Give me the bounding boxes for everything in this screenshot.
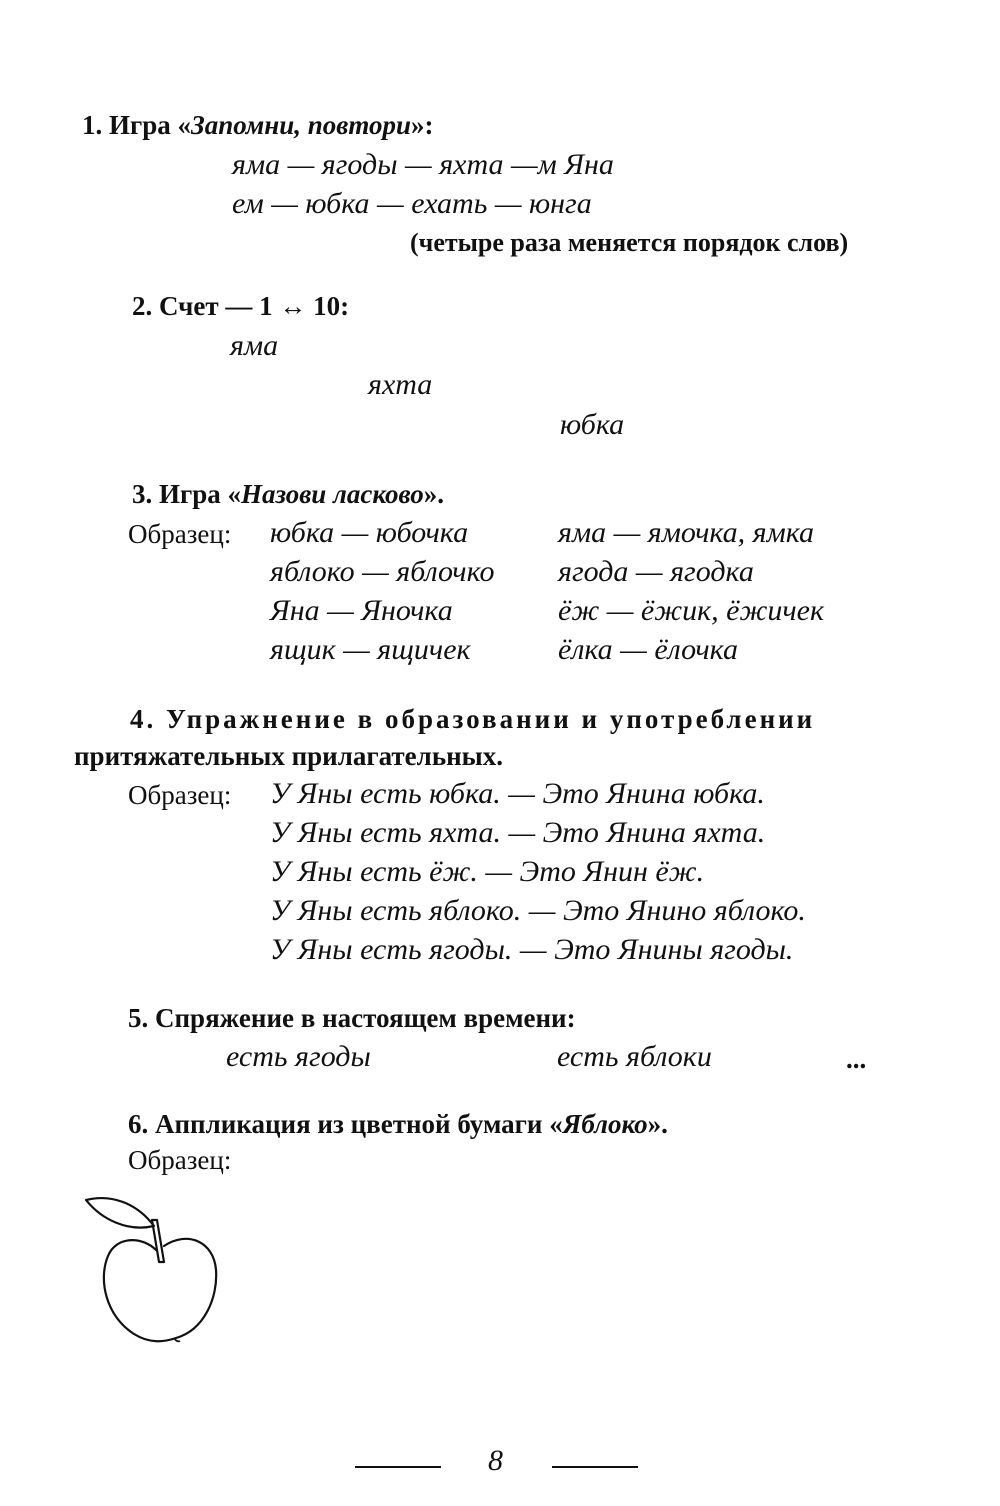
section-3-row-3-right: ёж — ёжик, ёжичек bbox=[558, 594, 825, 627]
section-3-heading bbox=[132, 479, 444, 510]
section-4-heading-line-2: притяжательных прилагательных. bbox=[74, 741, 503, 771]
section-6-prefix: 6. Аппликация из цветной бумаги « bbox=[128, 1109, 563, 1139]
section-4-line-4: У Яны есть яблоко. — Это Янино яблоко. bbox=[270, 894, 806, 927]
section-5-word-2: есть яблоки bbox=[557, 1040, 712, 1073]
section-6-title: Яблоко bbox=[562, 1109, 648, 1139]
section-4-line-2: У Яны есть яхта. — Это Янина яхта. bbox=[270, 816, 766, 849]
section-3-title: Назови ласково bbox=[241, 479, 424, 509]
section-3-sample-label: Образец: bbox=[128, 519, 232, 549]
section-1-line-2: ем — юбка — ехать — юнга bbox=[232, 187, 592, 220]
section-3-row-1-right: яма — ямочка, ямка bbox=[558, 516, 815, 549]
section-3-row-1-left: юбка — юбочка bbox=[270, 516, 469, 549]
section-1-line-1: яма — ягоды — яхта —м Яна bbox=[232, 148, 614, 181]
apple-icon bbox=[76, 1192, 226, 1354]
section-1-suffix: »: bbox=[411, 110, 434, 140]
section-3-prefix: 3. Игра « bbox=[132, 479, 242, 509]
section-4-heading-line-1: 4. Упражнение в образовании и употреблении bbox=[130, 704, 816, 734]
section-3-row-4-right: ёлка — ёлочка bbox=[558, 633, 738, 666]
section-2-word-2: яхта bbox=[368, 368, 433, 401]
section-1-note: (четыре раза меняется порядок слов) bbox=[410, 228, 849, 257]
section-1-heading bbox=[82, 110, 434, 141]
section-1-prefix: Игра « bbox=[109, 110, 192, 140]
section-3-suffix: ». bbox=[423, 479, 444, 509]
section-6-sample-label: Образец: bbox=[128, 1145, 232, 1175]
footer-rule-left bbox=[355, 1466, 441, 1468]
section-1-number: 1. bbox=[82, 110, 103, 140]
section-1-title: Запомни, повтори bbox=[191, 110, 411, 140]
section-3-row-2-right: ягода — ягодка bbox=[558, 555, 754, 588]
section-6-heading bbox=[128, 1109, 668, 1140]
section-2-heading: 2. Счет — 1 ↔ 10: bbox=[132, 291, 350, 321]
section-3-row-4-left: ящик — ящичек bbox=[270, 633, 471, 666]
section-6-suffix: ». bbox=[647, 1109, 668, 1139]
section-2-word-3: юбка bbox=[560, 408, 625, 441]
section-5-heading: 5. Спряжение в настоящем времени: bbox=[128, 1003, 576, 1033]
section-3-row-2-left: яблоко — яблочко bbox=[270, 555, 495, 588]
section-5-ellipsis: ... bbox=[846, 1044, 867, 1074]
page-number: 8 bbox=[488, 1444, 503, 1477]
section-4-line-1: У Яны есть юбка. — Это Янина юбка. bbox=[270, 777, 765, 810]
section-4-line-3: У Яны есть ёж. — Это Янин ёж. bbox=[270, 855, 705, 888]
footer-rule-right bbox=[552, 1466, 638, 1468]
section-3-row-3-left: Яна — Яночка bbox=[270, 594, 453, 627]
section-4-line-5: У Яны есть ягоды. — Это Янины ягоды. bbox=[270, 933, 794, 966]
section-2-word-1: яма bbox=[230, 329, 279, 362]
section-4-sample-label: Образец: bbox=[128, 780, 232, 810]
section-5-word-1: есть ягоды bbox=[226, 1040, 371, 1073]
